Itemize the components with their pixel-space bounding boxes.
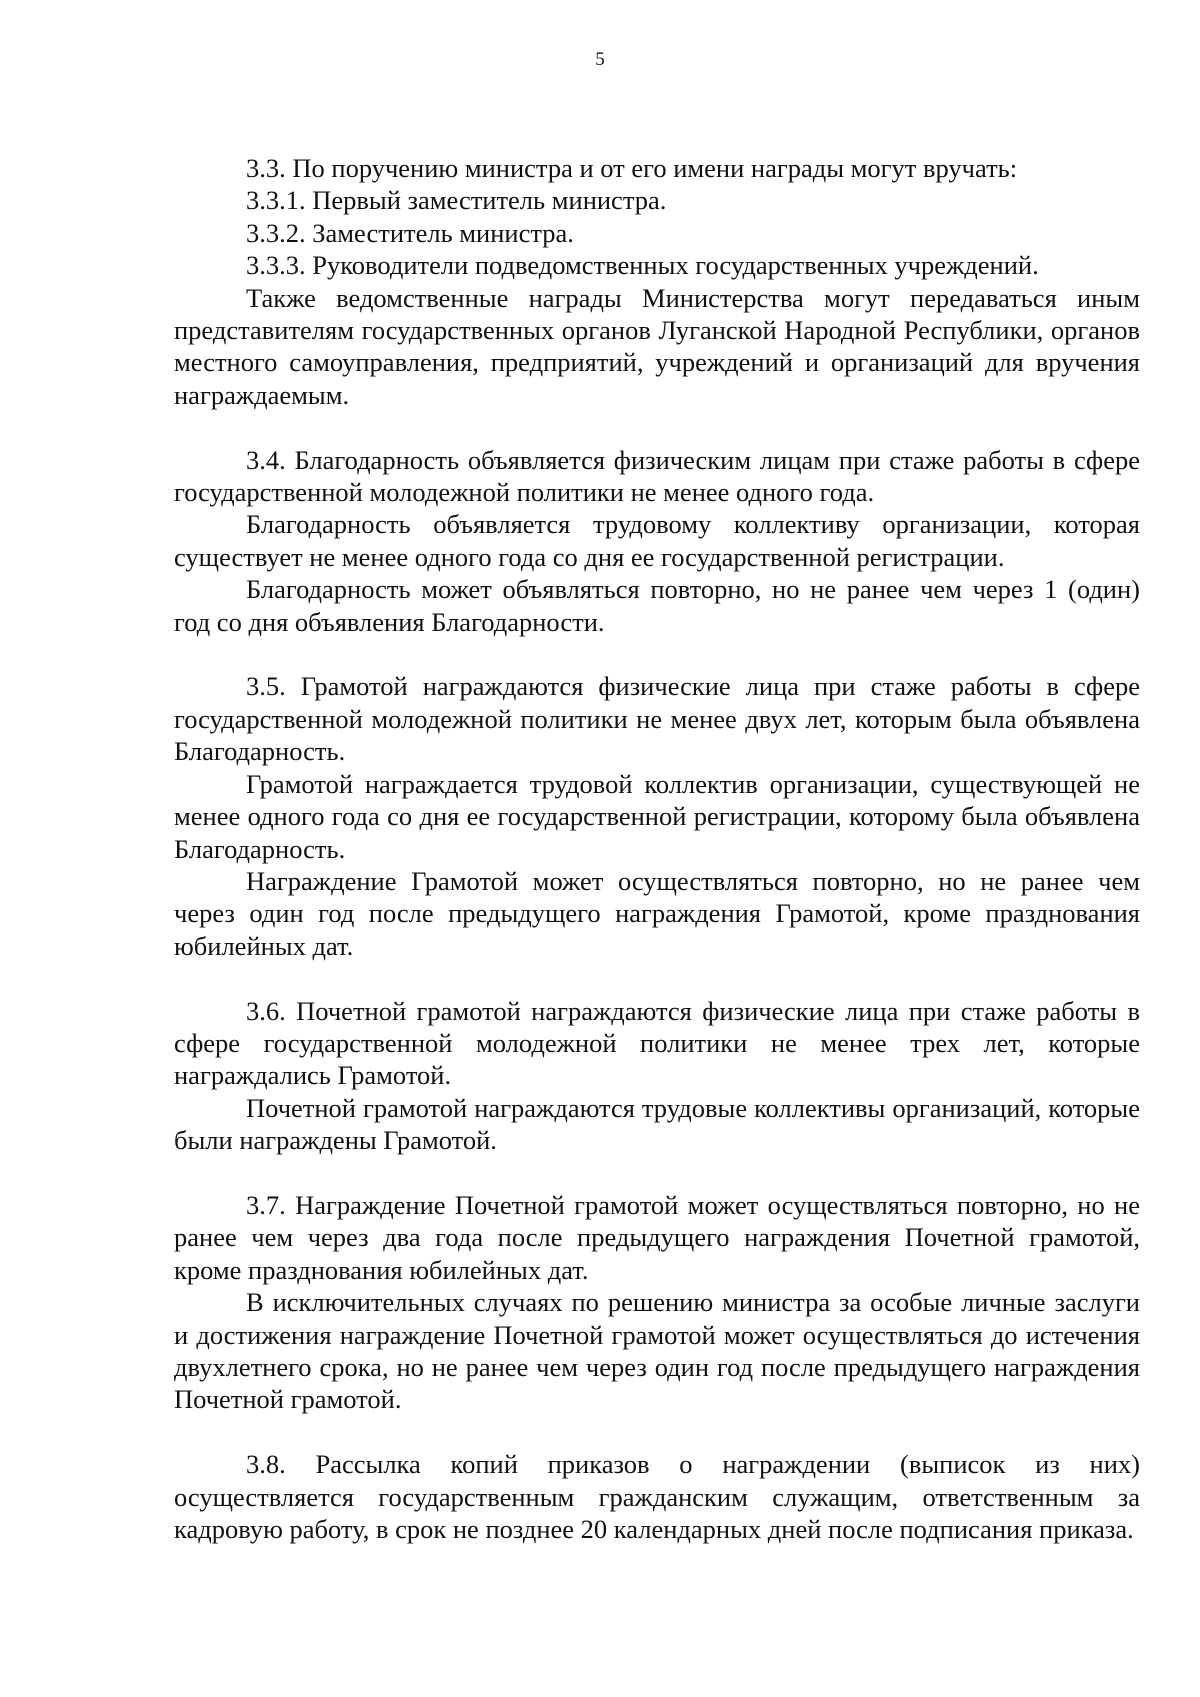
paragraph: Почетной грамотой награждаются трудовые коллективы организаций, которые были награждены Грамотой. bbox=[174, 1092, 1140, 1156]
paragraph-spacer bbox=[174, 411, 1140, 443]
paragraph: 3.6. Почетной грамотой награждаются физические лица при стаже работы в сфере государственной молодежной политики не менее трех лет, которые награждались Грамотой. bbox=[174, 995, 1140, 1091]
paragraph: Благодарность может объявляться повторно, но не ранее чем через 1 (один) год со дня объявления Благодарности. bbox=[174, 574, 1140, 637]
paragraph: Благодарность объявляется трудовому коллективу организации, которая существует не менее одного года со дня ее государственной регистрации. bbox=[174, 509, 1140, 572]
paragraph-spacer bbox=[174, 962, 1140, 994]
paragraph: Также ведомственные награды Министерства могут передаваться иным представителям государственных органов Луганской Народной Республики, органов местного самоуправления, предприятий, учреждений и организаций для вручения награждаемым. bbox=[174, 282, 1140, 410]
paragraph: 3.3.3. Руководители подведомственных государственных учреждений. bbox=[246, 250, 1039, 281]
paragraph: 3.3.2. Заместитель министра. bbox=[246, 217, 574, 248]
paragraph: 3.3. По поручению министра и от его имени награды могут вручать: bbox=[246, 153, 1018, 183]
paragraph: 3.5. Грамотой награждаются физические лица при стаже работы в сфере государственной молодежной политики не менее двух лет, которым была объявлена Благодарность. bbox=[174, 671, 1140, 767]
paragraph: 3.8. Рассылка копий приказов о награждении (выписок из них) осуществляется государственным гражданским служащим, ответственным за кадровую работу, в срок не позднее 20 календарных дней после подписания приказа. bbox=[174, 1449, 1140, 1544]
paragraph: В исключительных случаях по решению министра за особые личные заслуги и достижения награждение Почетной грамотой может осуществляться до истечения двухлетнего срока, но не ранее чем через один год после предыдущего награждения Почетной грамотой. bbox=[174, 1287, 1140, 1415]
paragraph-spacer bbox=[174, 1157, 1140, 1189]
paragraph-spacer bbox=[174, 638, 1140, 670]
paragraph: Награждение Грамотой может осуществляться повторно, но не ранее чем через один год после предыдущего награждения Грамотой, кроме празднования юбилейных дат. bbox=[174, 865, 1140, 961]
paragraph: 3.7. Награждение Почетной грамотой может осуществляться повторно, но не ранее чем через два года после предыдущего награждения Почетной грамотой, кроме празднования юбилейных дат. bbox=[174, 1189, 1140, 1285]
paragraph: 3.3.1. Первый заместитель министра. bbox=[246, 185, 667, 216]
paragraph: 3.4. Благодарность объявляется физическим лицам при стаже работы в сфере государственной молодежной политики не менее одного года. bbox=[174, 444, 1140, 508]
page-number: 5 bbox=[595, 49, 605, 70]
paragraph: Грамотой награждается трудовой коллектив организации, существующей не менее одного года со дня ее государственной регистрации, которому была объявлена Благодарность. bbox=[174, 768, 1140, 864]
paragraph-spacer bbox=[174, 1416, 1140, 1448]
document-body bbox=[174, 152, 1140, 1545]
